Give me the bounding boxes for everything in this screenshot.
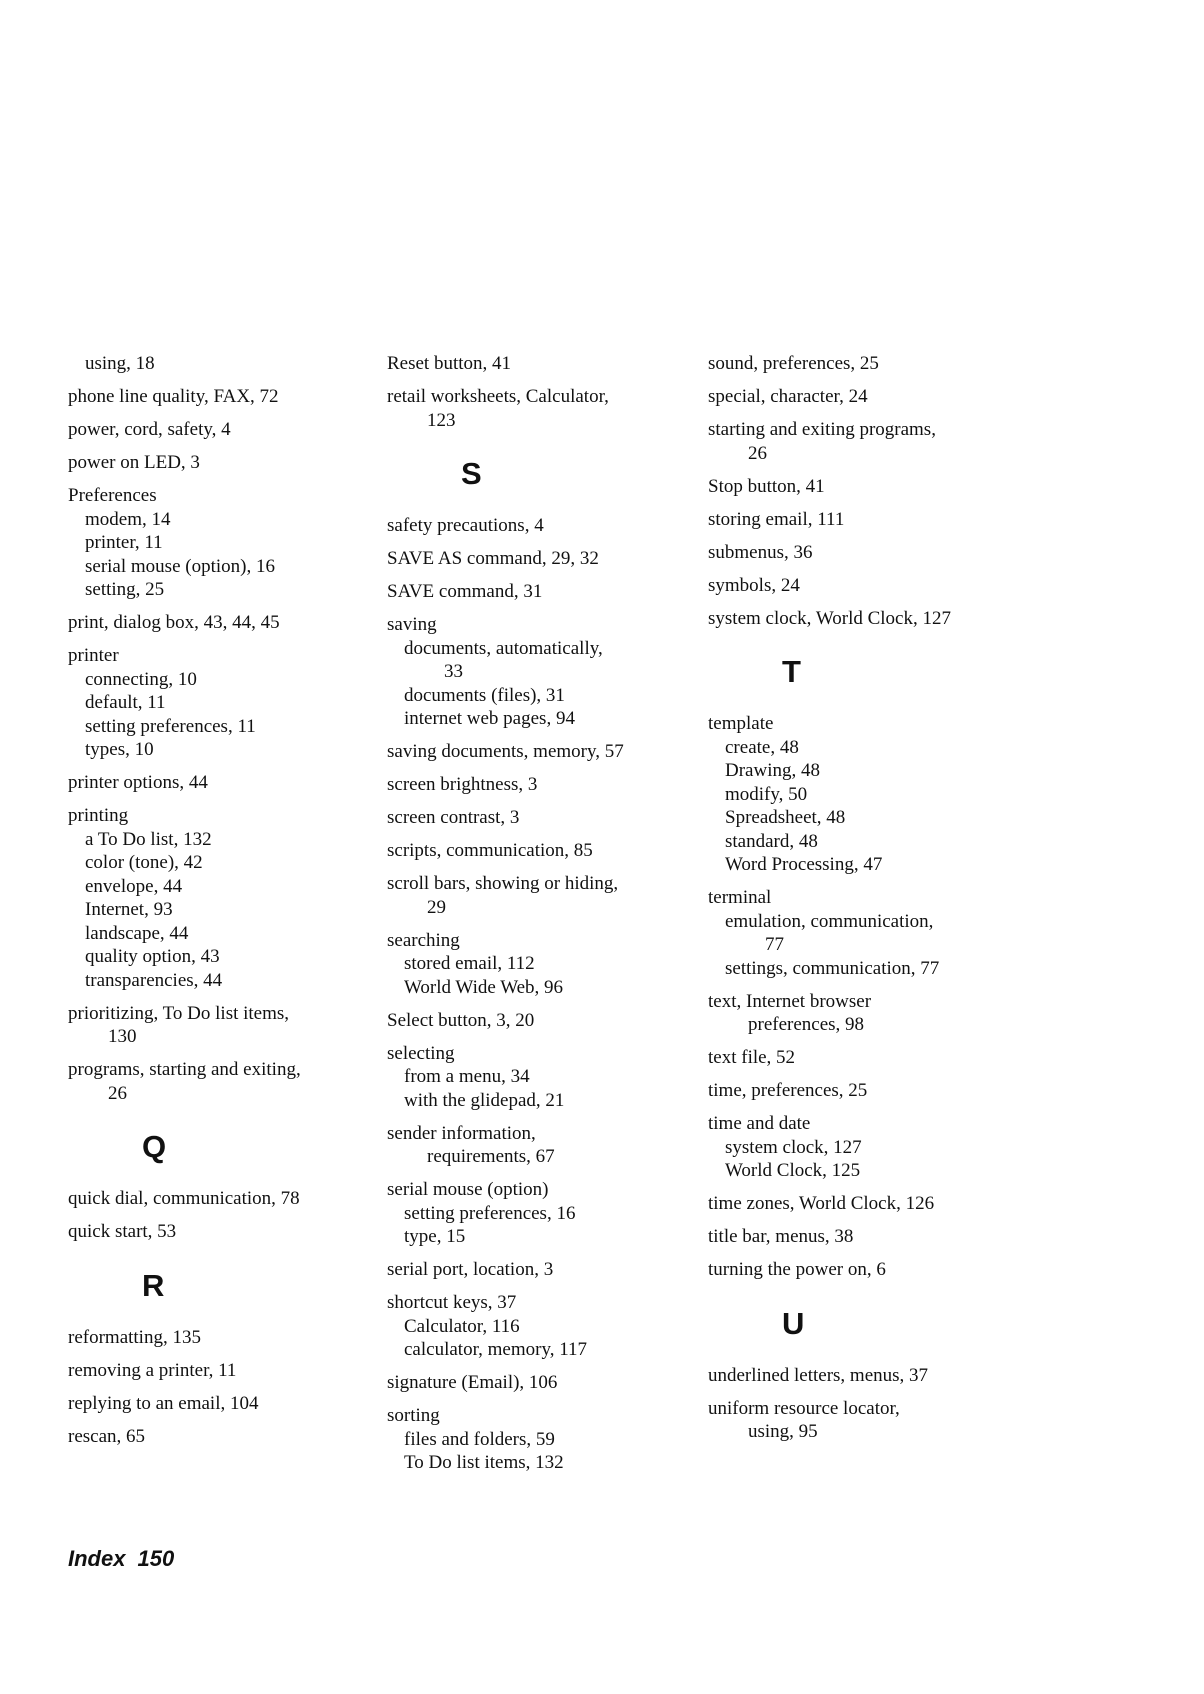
index-entry: symbols, 24 (708, 574, 800, 596)
sub-entry: quality option, 43 (85, 946, 220, 967)
index-entry: serial port, location, 3 (387, 1259, 554, 1280)
index-group-shortcut-keys (387, 1291, 687, 1362)
index-entry (387, 872, 687, 919)
entry-text: retail worksheets, Calculator, (387, 386, 609, 407)
index-group-saving (387, 613, 687, 731)
sub-entry: type, 15 (404, 1226, 466, 1247)
group-heading: selecting (387, 1042, 455, 1064)
sub-entry: standard, 48 (725, 830, 818, 852)
sub-entry: setting preferences, 11 (85, 715, 256, 737)
page-footer (68, 1546, 174, 1572)
section-letter-r: R (142, 1267, 165, 1303)
sub-entry-continuation: 33 (444, 661, 463, 682)
index-entry: SAVE AS command, 29, 32 (387, 548, 599, 569)
entry-text: programs, starting and exiting, (68, 1059, 301, 1080)
sub-entry: calculator, memory, 117 (404, 1339, 588, 1360)
entry-continuation: using, 95 (748, 1421, 818, 1442)
index-entry: Reset button, 41 (387, 353, 512, 374)
sub-entry: stored email, 112 (404, 953, 535, 974)
entry-text: text, Internet browser (708, 990, 872, 1012)
sub-entry: Internet, 93 (85, 899, 173, 920)
group-heading: template (708, 713, 774, 734)
index-entry (708, 418, 1008, 465)
entry-continuation: 29 (427, 896, 446, 918)
section-letter-t: T (782, 654, 801, 689)
index-entry (68, 1002, 368, 1049)
group-heading: serial mouse (option) (387, 1179, 549, 1200)
index-entry: print, dialog box, 43, 44, 45 (68, 612, 280, 633)
sub-entry: World Clock, 125 (725, 1160, 861, 1181)
sub-entry: system clock, 127 (725, 1136, 862, 1158)
entry-text: starting and exiting programs, (708, 419, 936, 440)
index-entry: phone line quality, FAX, 72 (68, 386, 279, 407)
sub-entry: transparencies, 44 (85, 969, 223, 991)
index-group-serial-mouse (387, 1178, 687, 1249)
sub-entry: serial mouse (option), 16 (85, 555, 275, 577)
group-heading: sorting (387, 1405, 440, 1426)
index-column-3 (708, 352, 1008, 1453)
index-entry: safety precautions, 4 (387, 515, 544, 536)
sub-entry: files and folders, 59 (404, 1428, 555, 1450)
sub-entry: color (tone), 42 (85, 852, 203, 873)
group-heading: saving (387, 614, 437, 635)
sub-entry: setting, 25 (85, 579, 165, 600)
index-entry (68, 1058, 368, 1105)
index-entry: rescan, 65 (68, 1425, 146, 1447)
index-entry: signature (Email), 106 (387, 1372, 558, 1393)
index-entry: Stop button, 41 (708, 475, 825, 497)
entry-text: prioritizing, To Do list items, (68, 1002, 290, 1024)
entry-text: sender information, (387, 1122, 536, 1144)
entry-continuation: requirements, 67 (427, 1146, 555, 1167)
sub-entry: To Do list items, 132 (404, 1452, 564, 1473)
section-letter-s: S (461, 456, 482, 491)
sub-entry: envelope, 44 (85, 875, 183, 897)
sub-entry: modify, 50 (725, 783, 808, 805)
sub-entry: World Wide Web, 96 (404, 976, 564, 998)
index-group-terminal (708, 886, 1008, 980)
index-group-preferences (68, 484, 368, 602)
index-entry: storing email, 111 (708, 508, 845, 530)
entry-continuation: 130 (108, 1026, 137, 1047)
entry-text: using, 18 (85, 353, 155, 374)
index-group-template (708, 712, 1008, 877)
index-entry: saving documents, memory, 57 (387, 741, 624, 762)
sub-entry: landscape, 44 (85, 922, 189, 944)
index-entry: underlined letters, menus, 37 (708, 1364, 929, 1386)
entry-continuation: 123 (427, 409, 456, 431)
index-entry: quick start, 53 (68, 1221, 177, 1242)
index-group-sorting (387, 1404, 687, 1475)
entry-continuation: 26 (748, 442, 767, 464)
section-letter-u: U (782, 1305, 805, 1341)
section-letter-q: Q (142, 1129, 167, 1164)
index-entry: removing a printer, 11 (68, 1359, 237, 1381)
sub-entry: a To Do list, 132 (85, 828, 212, 850)
group-heading: Preferences (68, 485, 157, 506)
sub-entry: internet web pages, 94 (404, 708, 575, 729)
index-entry (387, 1122, 687, 1169)
index-group-selecting (387, 1042, 687, 1113)
index-entry: system clock, World Clock, 127 (708, 607, 951, 629)
index-entry: SAVE command, 31 (387, 581, 543, 602)
page-number: 150 (137, 1546, 175, 1571)
entry-text: uniform resource locator, (708, 1397, 900, 1419)
index-entry: reformatting, 135 (68, 1326, 201, 1348)
index-entry: title bar, menus, 38 (708, 1226, 854, 1247)
index-group-searching (387, 929, 687, 1000)
index-group-printer (68, 644, 368, 762)
index-entry (387, 385, 687, 432)
sub-entry: connecting, 10 (85, 668, 197, 690)
group-heading: terminal (708, 887, 772, 908)
sub-entry: settings, communication, 77 (725, 957, 940, 979)
index-entry: power, cord, safety, 4 (68, 419, 231, 440)
index-entry: turning the power on, 6 (708, 1259, 886, 1280)
footer-label: Index (68, 1546, 126, 1571)
group-heading: shortcut keys, 37 (387, 1292, 517, 1313)
sub-entry: default, 11 (85, 692, 166, 713)
index-entry: quick dial, communication, 78 (68, 1188, 300, 1209)
index-entry (708, 1397, 1008, 1444)
entry-text: scroll bars, showing or hiding, (387, 873, 619, 894)
index-column-2 (387, 352, 687, 1484)
index-entry: sound, preferences, 25 (708, 353, 879, 374)
index-entry: printer options, 44 (68, 772, 208, 793)
sub-entry: documents (files), 31 (404, 684, 565, 706)
index-entry: Select button, 3, 20 (387, 1009, 535, 1031)
index-entry: text file, 52 (708, 1047, 796, 1068)
group-heading: searching (387, 929, 460, 951)
index-entry (68, 352, 368, 376)
sub-entry: setting preferences, 16 (404, 1202, 576, 1224)
index-entry: scripts, communication, 85 (387, 840, 593, 861)
index-entry: special, character, 24 (708, 386, 868, 407)
index-entry: time, preferences, 25 (708, 1080, 868, 1101)
sub-entry-continuation: 77 (765, 934, 784, 955)
sub-entry: documents, automatically, (404, 637, 603, 659)
index-group-printing (68, 804, 368, 992)
index-column-1 (68, 352, 368, 1458)
sub-entry: modem, 14 (85, 508, 171, 530)
index-entry: power on LED, 3 (68, 452, 200, 473)
index-entry: time zones, World Clock, 126 (708, 1193, 935, 1214)
sub-entry: types, 10 (85, 739, 154, 760)
sub-entry: emulation, communication, (725, 910, 934, 932)
index-entry: submenus, 36 (708, 541, 813, 563)
index-entry: screen contrast, 3 (387, 807, 520, 828)
sub-entry: from a menu, 34 (404, 1066, 530, 1087)
group-heading: time and date (708, 1113, 811, 1134)
entry-continuation: preferences, 98 (748, 1014, 865, 1035)
group-heading: printing (68, 805, 129, 826)
sub-entry: Word Processing, 47 (725, 854, 883, 875)
index-entry: replying to an email, 104 (68, 1392, 259, 1414)
sub-entry: with the glidepad, 21 (404, 1089, 565, 1111)
index-group-time-and-date (708, 1112, 1008, 1183)
group-heading: printer (68, 645, 119, 666)
sub-entry: Drawing, 48 (725, 760, 820, 781)
entry-continuation: 26 (108, 1082, 127, 1104)
sub-entry: create, 48 (725, 736, 799, 758)
index-entry (708, 990, 1008, 1037)
sub-entry: Spreadsheet, 48 (725, 807, 846, 828)
sub-entry: Calculator, 116 (404, 1315, 520, 1337)
sub-entry: printer, 11 (85, 532, 163, 553)
index-entry: screen brightness, 3 (387, 774, 538, 795)
